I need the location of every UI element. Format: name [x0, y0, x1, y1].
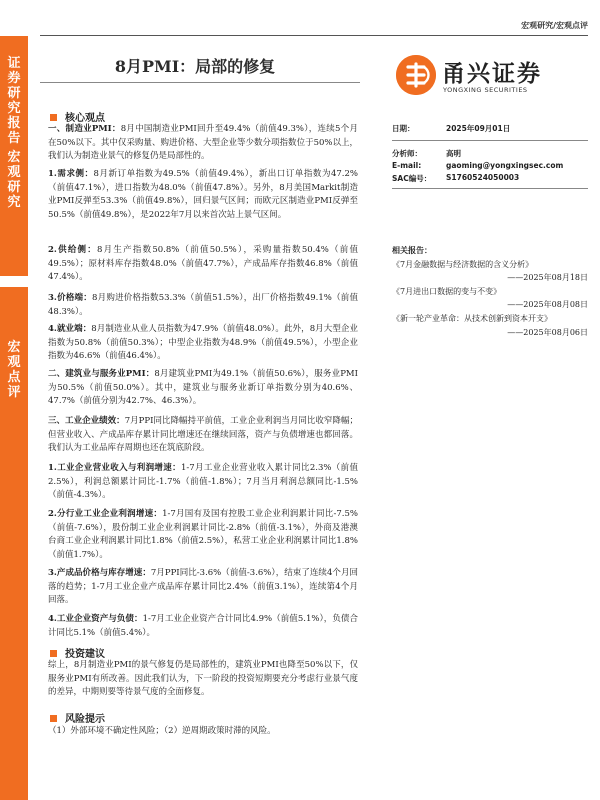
- paragraph-revenue-profit: 1.工业企业营业收入与利润增速：1-7月工业企业营业收入累计同比2.3%（前值2.5%），利润总额累计同比-1.7%（前值-1.8%）；7月当月利润总额同比-1.5%（前值-4.3%）。: [48, 463, 358, 501]
- related-item-date: ——2025年08月18日: [507, 273, 588, 283]
- paragraph-risk: （1）外部环境不确定性风险；（2）逆周期政策时滞的风险。: [48, 726, 276, 736]
- sidebar: [0, 0, 28, 800]
- paragraph-assets-liabilities: 4.工业企业资产与负债：1-7月工业企业资产合计同比4.9%（前值5.1%），负债合计同比5.1%（前值5.4%）。: [48, 614, 358, 638]
- title-rule: [40, 82, 360, 83]
- paragraph-manufacturing: 一、制造业PMI：8月中国制造业PMI回升至49.4%（前值49.3%），连续5个月在50%以下。其中仅采购量、购进价格、大型企业等少数分项指数位于50%以上，我们认为制造业景气的修复仍是局部性的。: [48, 124, 359, 162]
- date-label: 日期：: [392, 124, 415, 133]
- paragraph-industrial: 三、工业企业绩效：7月PPI同比降幅持平前值，工业企业利润当月同比收窄降幅；但营业收入、产成品库存累计同比增速还在继续回落，资产与负债增速也都回落。我们认为工业品库存周期也还在筑底阶段。: [48, 416, 358, 454]
- paragraph-construction-services: 二、建筑业与服务业PMI：8月建筑业PMI为49.1%（前值50.6%），服务业PMI为50.5%（前值50.0%）。其中，建筑业与服务业新订单指数分别为40.6%、47.7%（前值分别为42.7%、46.3%）。: [48, 369, 358, 407]
- page-title: 8月PMI：局部的修复: [114, 57, 276, 76]
- date-row: [392, 123, 511, 134]
- logo-name-en: YONGXING SECURITIES: [443, 86, 528, 94]
- bullet-square-icon: [50, 114, 57, 121]
- bullet-square-icon: [50, 715, 57, 722]
- risk-heading: 风险提示: [50, 710, 105, 725]
- email-value: gaoming@yongxingsec.com: [446, 161, 564, 170]
- related-reports: [392, 244, 588, 339]
- core-heading: 核心观点: [50, 109, 105, 124]
- paragraph-advice: 综上，8月制造业PMI的景气修复仍是局部性的，建筑业PMI也降至50%以下，仅服务业PMI有所改善。因此我们认为，下一阶段的投资短期要充分考虑行业景气度的差异，中期则要等待景气度的全面修复。: [48, 660, 358, 698]
- analyst-row: [392, 148, 461, 159]
- paragraph-supply: 2.供给侧：8月生产指数50.8%（前值50.5%），采购量指数50.4%（前值49.5%）；原材料库存指数48.0%（前值47.7%），产成品库存指数46.8%（前值47.4%）。: [48, 245, 359, 283]
- email-label: E-mail:: [392, 161, 422, 170]
- related-item-title[interactable]: 《7月进出口数据的变与不变》: [392, 286, 502, 296]
- paragraph-price: 3.价格端：8月购进价格指数53.3%（前值51.5%），出厂价格指数49.1%（前值48.3%）。: [48, 293, 359, 317]
- advice-heading: 投资建议: [50, 645, 105, 660]
- logo-mark-icon: [396, 55, 436, 95]
- sac-label: SAC编号：: [392, 174, 432, 183]
- info-divider: [392, 140, 588, 141]
- paragraph-price-inventory: 3.产成品价格与库存增速：7月PPI同比-3.6%（前值-3.6%），结束了连续4个月回落的趋势；1-7月工业企业产成品库存累计同比2.4%（前值3.1%），连续第4个月回落。: [48, 568, 359, 606]
- paragraph-sector-profit: 2.分行业工业企业利润增速：1-7月国有及国有控股工业企业利润累计同比-7.5%（前值-7.6%），股份制工业企业利润累计同比-2.8%（前值-3.1%），外商及港澳台商工业企业利润累计同比1.8%（前值2.5%），私营工业企业利润累计同比1.8%（前值1.7%）。: [48, 509, 358, 560]
- logo-name: 甬兴证券: [442, 61, 542, 87]
- analyst-value: 高明: [446, 149, 461, 158]
- paragraph-employment: 4.就业端：8月制造业从业人员指数为47.9%（前值48.0%）。此外，8月大型企业指数为50.8%（前值50.3%）；中型企业指数为48.9%（前值49.5%），小型企业指数为46.6%（前值46.4%）。: [48, 324, 359, 362]
- report-category: 宏观研究/宏观点评: [521, 21, 588, 30]
- related-item-date: ——2025年08月08日: [507, 300, 588, 310]
- top-rule: [40, 35, 588, 36]
- paragraph-demand: 1.需求侧：8月新订单指数为49.5%（前值49.4%），新出口订单指数为47.2%（前值47.1%），进口指数为48.0%（前值47.8%）。另外，8月美国Markit制造业PMI反弹至53.3%（前值49.8%），回归景气区间；而欧元区制造业PMI反弹至50.5%（前值49.8%），是2022年7月以来首次站上景气区间。: [48, 169, 358, 220]
- related-item-title[interactable]: 《7月金融数据与经济数据的含义分析》: [392, 259, 534, 269]
- related-item-date: ——2025年08月06日: [507, 327, 588, 337]
- sidebar-label-report: 证券研究报告: [7, 56, 21, 146]
- bullet-square-icon: [50, 650, 57, 657]
- sac-row: [392, 173, 520, 184]
- analyst-label: 分析师：: [392, 149, 422, 158]
- related-heading: 相关报告：: [392, 246, 432, 255]
- sac-value: S1760524050003: [446, 173, 520, 182]
- email-row: [392, 161, 564, 170]
- related-item-title[interactable]: 《新一轮产业革命：从技术创新到资本开支》: [392, 313, 552, 323]
- sidebar-label-macro-research: 宏观研究: [7, 150, 21, 210]
- sidebar-label-macro-comment: 宏观点评: [7, 340, 21, 400]
- company-logo: [396, 55, 582, 100]
- info-divider-bottom: [392, 188, 588, 189]
- date-value: 2025年09月01日: [446, 124, 511, 133]
